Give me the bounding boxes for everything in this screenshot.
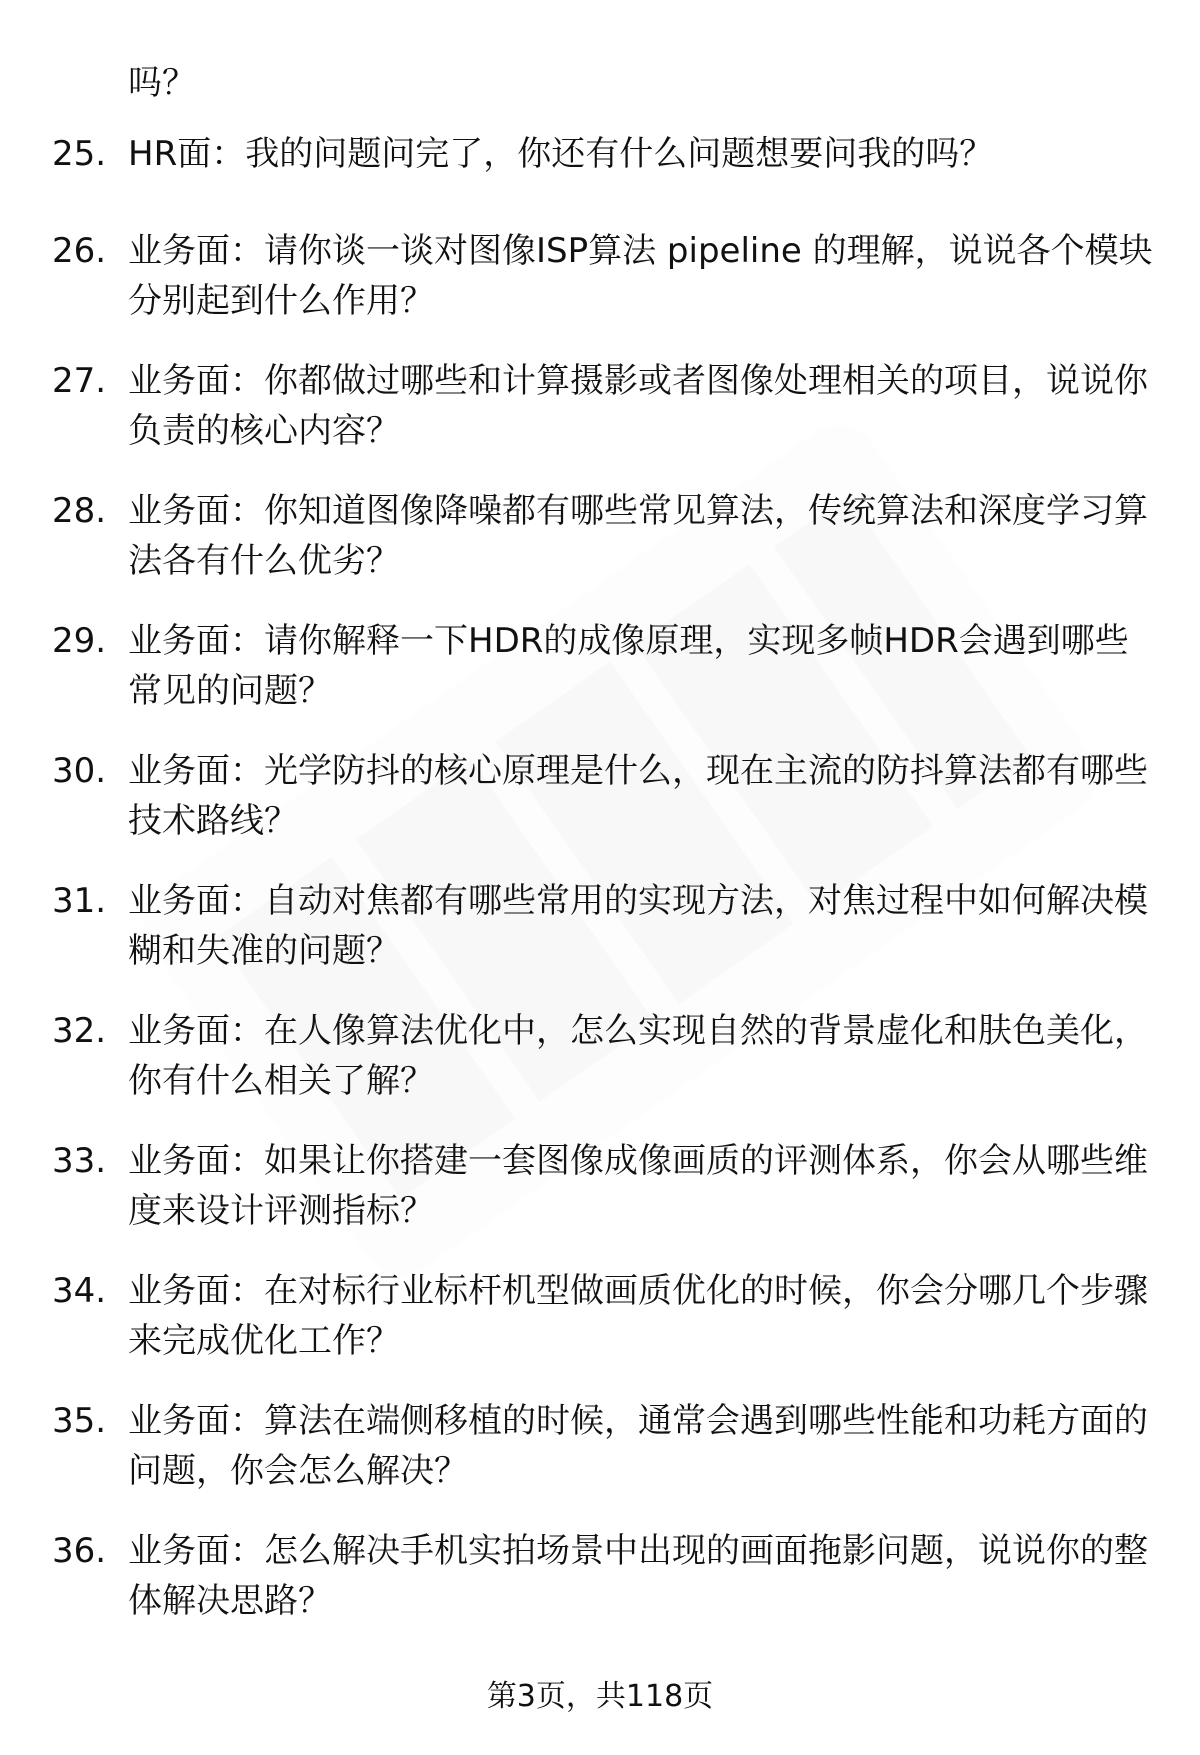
item-text: 业务面：在对标行业标杆机型做画质优化的时候，你会分哪几个步骤来完成优化工作？ (128, 1271, 1148, 1361)
item-number: 33. (52, 1141, 107, 1181)
list-item (52, 1266, 1162, 1366)
item-number: 25. (52, 134, 107, 174)
item-text: 业务面：你都做过哪些和计算摄影或者图像处理相关的项目，说说你负责的核心内容？ (128, 361, 1148, 451)
list-item (52, 486, 1162, 586)
item-number: 35. (52, 1401, 107, 1441)
item-number: 26. (52, 231, 107, 271)
item-text: HR面：我的问题问完了，你还有什么问题想要问我的吗？ (128, 134, 994, 174)
list-item (52, 616, 1162, 716)
page-footer: 第3页，共118页 (486, 1679, 714, 1714)
list-item (52, 1006, 1162, 1106)
item-number: 34. (52, 1271, 107, 1311)
item-text: 业务面：请你谈一谈对图像ISP算法 pipeline 的理解，说说各个模块分别起到什么作用？ (128, 231, 1153, 321)
item-text: 业务面：请你解释一下HDR的成像原理，实现多帧HDR会遇到哪些常见的问题？ (128, 621, 1129, 711)
item-number: 28. (52, 491, 107, 531)
continued-text: 吗？ (128, 63, 196, 103)
list-item (52, 876, 1162, 976)
item-number: 30. (52, 751, 107, 791)
item-number: 27. (52, 361, 107, 401)
item-number: 31. (52, 881, 107, 921)
item-number: 36. (52, 1531, 107, 1571)
item-text: 业务面：如果让你搭建一套图像成像画质的评测体系，你会从哪些维度来设计评测指标？ (128, 1141, 1148, 1231)
list-item (52, 1136, 1162, 1236)
list-item (52, 1526, 1162, 1626)
item-text: 业务面：自动对焦都有哪些常用的实现方法，对焦过程中如何解决模糊和失准的问题？ (128, 881, 1148, 971)
list-item (52, 129, 1162, 179)
item-text: 业务面：你知道图像降噪都有哪些常见算法，传统算法和深度学习算法各有什么优劣？ (128, 491, 1148, 581)
item-text: 业务面：光学防抖的核心原理是什么，现在主流的防抖算法都有哪些技术路线？ (128, 751, 1148, 841)
item-text: 业务面：算法在端侧移植的时候，通常会遇到哪些性能和功耗方面的问题，你会怎么解决？ (128, 1401, 1148, 1491)
list-item (52, 356, 1162, 456)
list-item (52, 746, 1162, 846)
item-number: 32. (52, 1011, 107, 1051)
item-text: 业务面：怎么解决手机实拍场景中出现的画面拖影问题，说说你的整体解决思路？ (128, 1531, 1148, 1621)
list-item (52, 1396, 1162, 1496)
item-text: 业务面：在人像算法优化中，怎么实现自然的背景虚化和肤色美化，你有什么相关了解？ (128, 1011, 1148, 1101)
list-item (52, 226, 1162, 326)
item-number: 29. (52, 621, 107, 661)
